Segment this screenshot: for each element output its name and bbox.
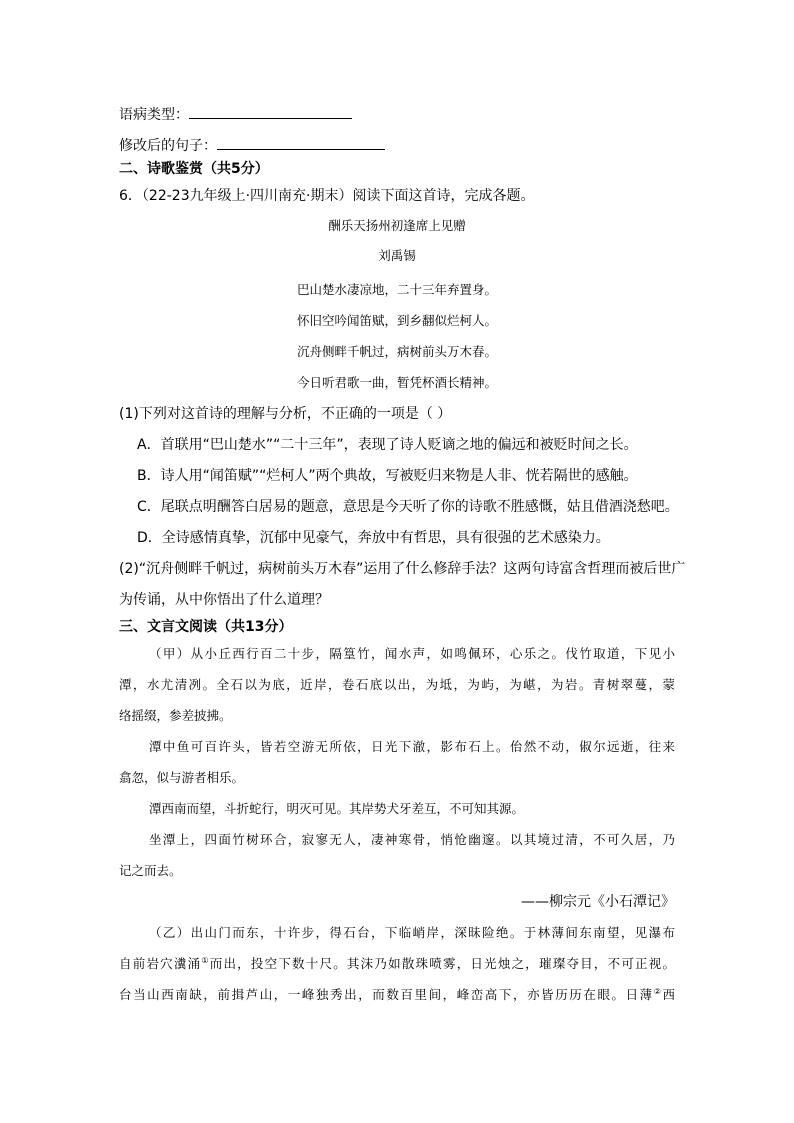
question-6 [119,186,535,206]
revised-sentence-answer-blank[interactable] [217,134,385,150]
subquestion-2-line: 为传诵，从中你悟出了什么道理？ [119,592,329,608]
section-heading-classical: 三、文言文阅读（共13分） [119,619,293,635]
passage-jia-line: 记之而去。 [119,863,182,878]
poem-line: 怀旧空吟闻笛赋，到乡翻似烂柯人。 [296,313,497,328]
error-type-row [119,103,352,125]
passage-yi-line: 自前岩穴瀵涌①而出，投空下数十尺。其沫乃如散珠喷雾，日光烛之，璀璨夺目，不可正视。 [119,955,675,971]
question-source: （22-23九年级上·四川南充·期末） [141,188,353,204]
poem-line: 沉舟侧畔千帆过，病树前头万木春。 [296,344,497,359]
passage-jia-line: 潭中鱼可百许头，皆若空游无所依，日光下澈，影布石上。佁然不动，俶尔远逝，往来 [149,739,675,754]
revised-sentence-row [119,134,385,156]
passage-yi-line: 台当山西南缺，前揖芦山，一峰独秀出，而数百里间，峰峦高下，亦皆历历在眼。日薄②西 [119,986,675,1002]
passage-jia-line: 潭西南而望，斗折蛇行，明灭可见。其岸势犬牙差互，不可知其源。 [149,801,525,816]
passage-jia-line: 翕忽，似与游者相乐。 [119,770,245,785]
passage-yi-line: （乙）出山门而东，十许步，得石台，下临峭岸，深昧险绝。于林薄间东南望，见瀑布 [149,925,675,940]
footnote-marker[interactable]: ① [201,955,210,965]
question-number: 6． [119,188,142,204]
option-d[interactable]: D．全诗感情真挚，沉郁中见豪气，奔放中有哲思，具有很强的艺术感染力。 [137,530,610,546]
passage-jia-line: 坐潭上，四面竹树环合，寂寥无人，凄神寒骨，悄怆幽邃。以其境过清，不可久居，乃 [149,832,675,847]
revised-sentence-label: 修改后的句子： [119,138,217,154]
passage-jia-line: 络摇缀，参差披拂。 [119,708,232,723]
error-type-label: 语病类型： [119,107,189,123]
poem-author: 刘禹锡 [378,248,416,263]
passage-jia-line: 潭，水尤清冽。全石以为底，近岸，卷石底以出，为坻，为屿，为嵁，为岩。青树翠蔓，蒙 [119,677,675,692]
option-b[interactable]: B．诗人用“闻笛赋”“烂柯人”两个典故，写被贬归来物是人非、恍若隔世的感触。 [137,468,638,484]
passage-jia-line: （甲）从小丘西行百二十步，隔篁竹，闻水声，如鸣佩环，心乐之。伐竹取道，下见小 [149,646,675,661]
subquestion-1-stem: (1)下列对这首诗的理解与分析，不正确的一项是（ ） [119,406,452,422]
poem-title: 酬乐天扬州初逢席上见赠 [328,218,466,233]
question-instruction: 阅读下面这首诗，完成各题。 [352,188,535,204]
error-type-answer-blank[interactable] [189,103,352,119]
section-heading-poetry: 二、诗歌鉴赏（共5分） [119,161,269,177]
option-a[interactable]: A．首联用“巴山楚水”“二十三年”，表现了诗人贬谪之地的偏远和被贬时间之长。 [137,437,638,453]
poem-line: 今日听君歌一曲，暂凭杯酒长精神。 [296,375,497,390]
footnote-marker[interactable]: ② [653,986,663,996]
passage-jia-source: ——柳宗元《小石潭记》 [521,894,675,910]
poem-line: 巴山楚水凄凉地，二十三年弃置身。 [296,282,497,297]
option-c[interactable]: C．尾联点明酬答白居易的题意，意思是今天听了你的诗歌不胜感慨，姑且借酒浇愁吧。 [137,499,679,515]
subquestion-2-line: (2)“沉舟侧畔千帆过，病树前头万木春”运用了什么修辞手法？这两句诗富含哲理而被后世广 [119,561,686,577]
